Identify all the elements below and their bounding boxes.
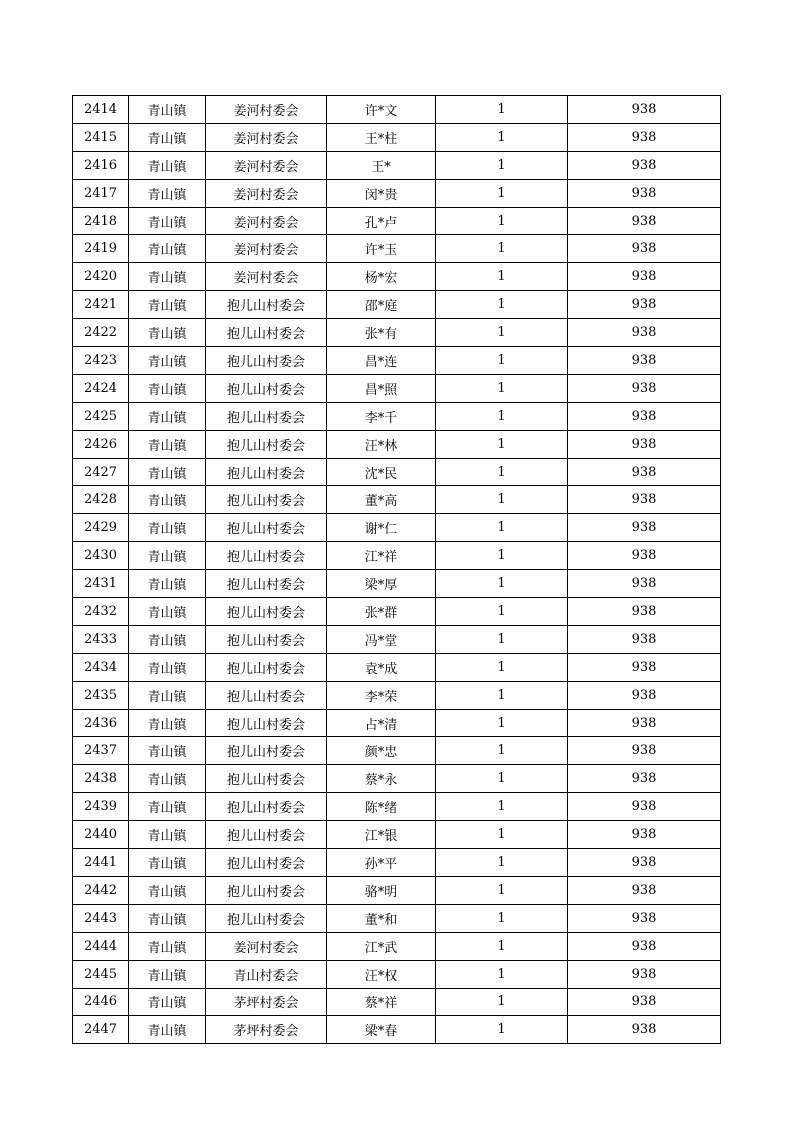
amount-cell: 938	[568, 904, 721, 932]
village-committee-cell: 姜河村委会	[206, 151, 327, 179]
person-name-cell: 冯*堂	[327, 625, 436, 653]
row-number-cell: 2424	[73, 374, 129, 402]
row-number-cell: 2438	[73, 765, 129, 793]
amount-cell: 938	[568, 653, 721, 681]
amount-cell: 938	[568, 123, 721, 151]
village-committee-cell: 抱儿山村委会	[206, 291, 327, 319]
amount-cell: 938	[568, 570, 721, 598]
table-row	[73, 653, 721, 681]
table-row	[73, 123, 721, 151]
table-row	[73, 235, 721, 263]
person-name-cell: 蔡*永	[327, 765, 436, 793]
person-name-cell: 江*银	[327, 821, 436, 849]
table-row	[73, 179, 721, 207]
count-cell: 1	[436, 207, 568, 235]
count-cell: 1	[436, 765, 568, 793]
amount-cell: 938	[568, 932, 721, 960]
town-cell: 青山镇	[129, 514, 206, 542]
person-name-cell: 董*和	[327, 904, 436, 932]
row-number-cell: 2425	[73, 402, 129, 430]
row-number-cell: 2445	[73, 960, 129, 988]
town-cell: 青山镇	[129, 542, 206, 570]
town-cell: 青山镇	[129, 821, 206, 849]
roster-table	[72, 95, 721, 1044]
count-cell: 1	[436, 319, 568, 347]
table-row	[73, 430, 721, 458]
table-row	[73, 542, 721, 570]
village-committee-cell: 姜河村委会	[206, 179, 327, 207]
amount-cell: 938	[568, 319, 721, 347]
row-number-cell: 2431	[73, 570, 129, 598]
amount-cell: 938	[568, 263, 721, 291]
amount-cell: 938	[568, 625, 721, 653]
row-number-cell: 2428	[73, 486, 129, 514]
town-cell: 青山镇	[129, 430, 206, 458]
amount-cell: 938	[568, 347, 721, 375]
amount-cell: 938	[568, 793, 721, 821]
table-row	[73, 849, 721, 877]
table-row	[73, 737, 721, 765]
table-row	[73, 876, 721, 904]
town-cell: 青山镇	[129, 402, 206, 430]
row-number-cell: 2429	[73, 514, 129, 542]
row-number-cell: 2418	[73, 207, 129, 235]
town-cell: 青山镇	[129, 932, 206, 960]
person-name-cell: 闵*贵	[327, 179, 436, 207]
count-cell: 1	[436, 263, 568, 291]
row-number-cell: 2439	[73, 793, 129, 821]
person-name-cell: 张*群	[327, 598, 436, 626]
person-name-cell: 董*高	[327, 486, 436, 514]
village-committee-cell: 抱儿山村委会	[206, 653, 327, 681]
village-committee-cell: 抱儿山村委会	[206, 402, 327, 430]
table-row	[73, 402, 721, 430]
amount-cell: 938	[568, 1016, 721, 1044]
village-committee-cell: 抱儿山村委会	[206, 514, 327, 542]
town-cell: 青山镇	[129, 849, 206, 877]
row-number-cell: 2422	[73, 319, 129, 347]
table-row	[73, 486, 721, 514]
count-cell: 1	[436, 374, 568, 402]
table-row	[73, 291, 721, 319]
table-row	[73, 932, 721, 960]
town-cell: 青山镇	[129, 598, 206, 626]
person-name-cell: 王*柱	[327, 123, 436, 151]
count-cell: 1	[436, 458, 568, 486]
table-row	[73, 96, 721, 124]
town-cell: 青山镇	[129, 681, 206, 709]
person-name-cell: 昌*照	[327, 374, 436, 402]
village-committee-cell: 姜河村委会	[206, 263, 327, 291]
amount-cell: 938	[568, 988, 721, 1016]
village-committee-cell: 抱儿山村委会	[206, 486, 327, 514]
village-committee-cell: 抱儿山村委会	[206, 876, 327, 904]
village-committee-cell: 抱儿山村委会	[206, 904, 327, 932]
count-cell: 1	[436, 123, 568, 151]
town-cell: 青山镇	[129, 486, 206, 514]
town-cell: 青山镇	[129, 96, 206, 124]
village-committee-cell: 抱儿山村委会	[206, 821, 327, 849]
amount-cell: 938	[568, 960, 721, 988]
amount-cell: 938	[568, 486, 721, 514]
count-cell: 1	[436, 960, 568, 988]
table-row	[73, 625, 721, 653]
person-name-cell: 许*玉	[327, 235, 436, 263]
person-name-cell: 颜*忠	[327, 737, 436, 765]
amount-cell: 938	[568, 849, 721, 877]
village-committee-cell: 姜河村委会	[206, 96, 327, 124]
person-name-cell: 江*祥	[327, 542, 436, 570]
row-number-cell: 2417	[73, 179, 129, 207]
amount-cell: 938	[568, 151, 721, 179]
row-number-cell: 2433	[73, 625, 129, 653]
row-number-cell: 2415	[73, 123, 129, 151]
amount-cell: 938	[568, 207, 721, 235]
row-number-cell: 2421	[73, 291, 129, 319]
village-committee-cell: 茅坪村委会	[206, 1016, 327, 1044]
amount-cell: 938	[568, 681, 721, 709]
count-cell: 1	[436, 235, 568, 263]
village-committee-cell: 抱儿山村委会	[206, 374, 327, 402]
table-row	[73, 1016, 721, 1044]
town-cell: 青山镇	[129, 291, 206, 319]
row-number-cell: 2419	[73, 235, 129, 263]
village-committee-cell: 茅坪村委会	[206, 988, 327, 1016]
row-number-cell: 2442	[73, 876, 129, 904]
village-committee-cell: 姜河村委会	[206, 123, 327, 151]
person-name-cell: 汪*林	[327, 430, 436, 458]
table-row	[73, 681, 721, 709]
table-row	[73, 904, 721, 932]
amount-cell: 938	[568, 821, 721, 849]
count-cell: 1	[436, 932, 568, 960]
count-cell: 1	[436, 653, 568, 681]
row-number-cell: 2440	[73, 821, 129, 849]
table-row	[73, 374, 721, 402]
village-committee-cell: 姜河村委会	[206, 932, 327, 960]
town-cell: 青山镇	[129, 570, 206, 598]
town-cell: 青山镇	[129, 347, 206, 375]
row-number-cell: 2447	[73, 1016, 129, 1044]
town-cell: 青山镇	[129, 151, 206, 179]
amount-cell: 938	[568, 235, 721, 263]
amount-cell: 938	[568, 709, 721, 737]
table-row	[73, 570, 721, 598]
count-cell: 1	[436, 402, 568, 430]
count-cell: 1	[436, 988, 568, 1016]
person-name-cell: 张*有	[327, 319, 436, 347]
count-cell: 1	[436, 625, 568, 653]
amount-cell: 938	[568, 598, 721, 626]
person-name-cell: 陈*绪	[327, 793, 436, 821]
table-row	[73, 988, 721, 1016]
person-name-cell: 孔*卢	[327, 207, 436, 235]
person-name-cell: 孙*平	[327, 849, 436, 877]
roster-table-body	[73, 96, 721, 1044]
town-cell: 青山镇	[129, 988, 206, 1016]
amount-cell: 938	[568, 96, 721, 124]
count-cell: 1	[436, 793, 568, 821]
count-cell: 1	[436, 179, 568, 207]
person-name-cell: 李*荣	[327, 681, 436, 709]
count-cell: 1	[436, 486, 568, 514]
row-number-cell: 2434	[73, 653, 129, 681]
table-row	[73, 319, 721, 347]
town-cell: 青山镇	[129, 625, 206, 653]
count-cell: 1	[436, 1016, 568, 1044]
table-row	[73, 207, 721, 235]
person-name-cell: 袁*成	[327, 653, 436, 681]
row-number-cell: 2444	[73, 932, 129, 960]
town-cell: 青山镇	[129, 1016, 206, 1044]
table-row	[73, 765, 721, 793]
village-committee-cell: 青山村委会	[206, 960, 327, 988]
table-row	[73, 514, 721, 542]
table-row	[73, 960, 721, 988]
person-name-cell: 邵*庭	[327, 291, 436, 319]
amount-cell: 938	[568, 430, 721, 458]
person-name-cell: 谢*仁	[327, 514, 436, 542]
person-name-cell: 梁*厚	[327, 570, 436, 598]
count-cell: 1	[436, 821, 568, 849]
person-name-cell: 江*武	[327, 932, 436, 960]
table-row	[73, 709, 721, 737]
person-name-cell: 蔡*祥	[327, 988, 436, 1016]
town-cell: 青山镇	[129, 793, 206, 821]
amount-cell: 938	[568, 765, 721, 793]
village-committee-cell: 抱儿山村委会	[206, 793, 327, 821]
person-name-cell: 杨*宏	[327, 263, 436, 291]
row-number-cell: 2430	[73, 542, 129, 570]
row-number-cell: 2427	[73, 458, 129, 486]
town-cell: 青山镇	[129, 319, 206, 347]
table-row	[73, 793, 721, 821]
count-cell: 1	[436, 709, 568, 737]
count-cell: 1	[436, 347, 568, 375]
count-cell: 1	[436, 542, 568, 570]
town-cell: 青山镇	[129, 737, 206, 765]
table-row	[73, 821, 721, 849]
town-cell: 青山镇	[129, 709, 206, 737]
town-cell: 青山镇	[129, 207, 206, 235]
village-committee-cell: 抱儿山村委会	[206, 709, 327, 737]
village-committee-cell: 抱儿山村委会	[206, 570, 327, 598]
row-number-cell: 2446	[73, 988, 129, 1016]
village-committee-cell: 抱儿山村委会	[206, 347, 327, 375]
table-row	[73, 458, 721, 486]
amount-cell: 938	[568, 402, 721, 430]
town-cell: 青山镇	[129, 904, 206, 932]
person-name-cell: 沈*民	[327, 458, 436, 486]
row-number-cell: 2437	[73, 737, 129, 765]
row-number-cell: 2416	[73, 151, 129, 179]
village-committee-cell: 抱儿山村委会	[206, 849, 327, 877]
amount-cell: 938	[568, 374, 721, 402]
amount-cell: 938	[568, 876, 721, 904]
row-number-cell: 2435	[73, 681, 129, 709]
count-cell: 1	[436, 598, 568, 626]
village-committee-cell: 抱儿山村委会	[206, 625, 327, 653]
amount-cell: 938	[568, 514, 721, 542]
person-name-cell: 许*文	[327, 96, 436, 124]
village-committee-cell: 抱儿山村委会	[206, 765, 327, 793]
person-name-cell: 骆*明	[327, 876, 436, 904]
row-number-cell: 2423	[73, 347, 129, 375]
town-cell: 青山镇	[129, 123, 206, 151]
count-cell: 1	[436, 514, 568, 542]
town-cell: 青山镇	[129, 960, 206, 988]
row-number-cell: 2420	[73, 263, 129, 291]
person-name-cell: 占*清	[327, 709, 436, 737]
count-cell: 1	[436, 430, 568, 458]
village-committee-cell: 抱儿山村委会	[206, 458, 327, 486]
village-committee-cell: 抱儿山村委会	[206, 737, 327, 765]
table-row	[73, 151, 721, 179]
town-cell: 青山镇	[129, 263, 206, 291]
table-row	[73, 347, 721, 375]
row-number-cell: 2432	[73, 598, 129, 626]
amount-cell: 938	[568, 458, 721, 486]
count-cell: 1	[436, 904, 568, 932]
village-committee-cell: 姜河村委会	[206, 235, 327, 263]
row-number-cell: 2436	[73, 709, 129, 737]
village-committee-cell: 姜河村委会	[206, 207, 327, 235]
count-cell: 1	[436, 151, 568, 179]
amount-cell: 938	[568, 291, 721, 319]
town-cell: 青山镇	[129, 374, 206, 402]
town-cell: 青山镇	[129, 179, 206, 207]
amount-cell: 938	[568, 179, 721, 207]
row-number-cell: 2441	[73, 849, 129, 877]
town-cell: 青山镇	[129, 765, 206, 793]
village-committee-cell: 抱儿山村委会	[206, 598, 327, 626]
count-cell: 1	[436, 876, 568, 904]
count-cell: 1	[436, 291, 568, 319]
amount-cell: 938	[568, 542, 721, 570]
count-cell: 1	[436, 681, 568, 709]
count-cell: 1	[436, 737, 568, 765]
row-number-cell: 2443	[73, 904, 129, 932]
village-committee-cell: 抱儿山村委会	[206, 681, 327, 709]
count-cell: 1	[436, 96, 568, 124]
row-number-cell: 2426	[73, 430, 129, 458]
person-name-cell: 王*	[327, 151, 436, 179]
person-name-cell: 昌*连	[327, 347, 436, 375]
town-cell: 青山镇	[129, 235, 206, 263]
person-name-cell: 李*千	[327, 402, 436, 430]
town-cell: 青山镇	[129, 653, 206, 681]
count-cell: 1	[436, 570, 568, 598]
amount-cell: 938	[568, 737, 721, 765]
village-committee-cell: 抱儿山村委会	[206, 542, 327, 570]
count-cell: 1	[436, 849, 568, 877]
table-row	[73, 263, 721, 291]
person-name-cell: 汪*权	[327, 960, 436, 988]
person-name-cell: 梁*春	[327, 1016, 436, 1044]
row-number-cell: 2414	[73, 96, 129, 124]
table-row	[73, 598, 721, 626]
town-cell: 青山镇	[129, 458, 206, 486]
town-cell: 青山镇	[129, 876, 206, 904]
village-committee-cell: 抱儿山村委会	[206, 319, 327, 347]
village-committee-cell: 抱儿山村委会	[206, 430, 327, 458]
